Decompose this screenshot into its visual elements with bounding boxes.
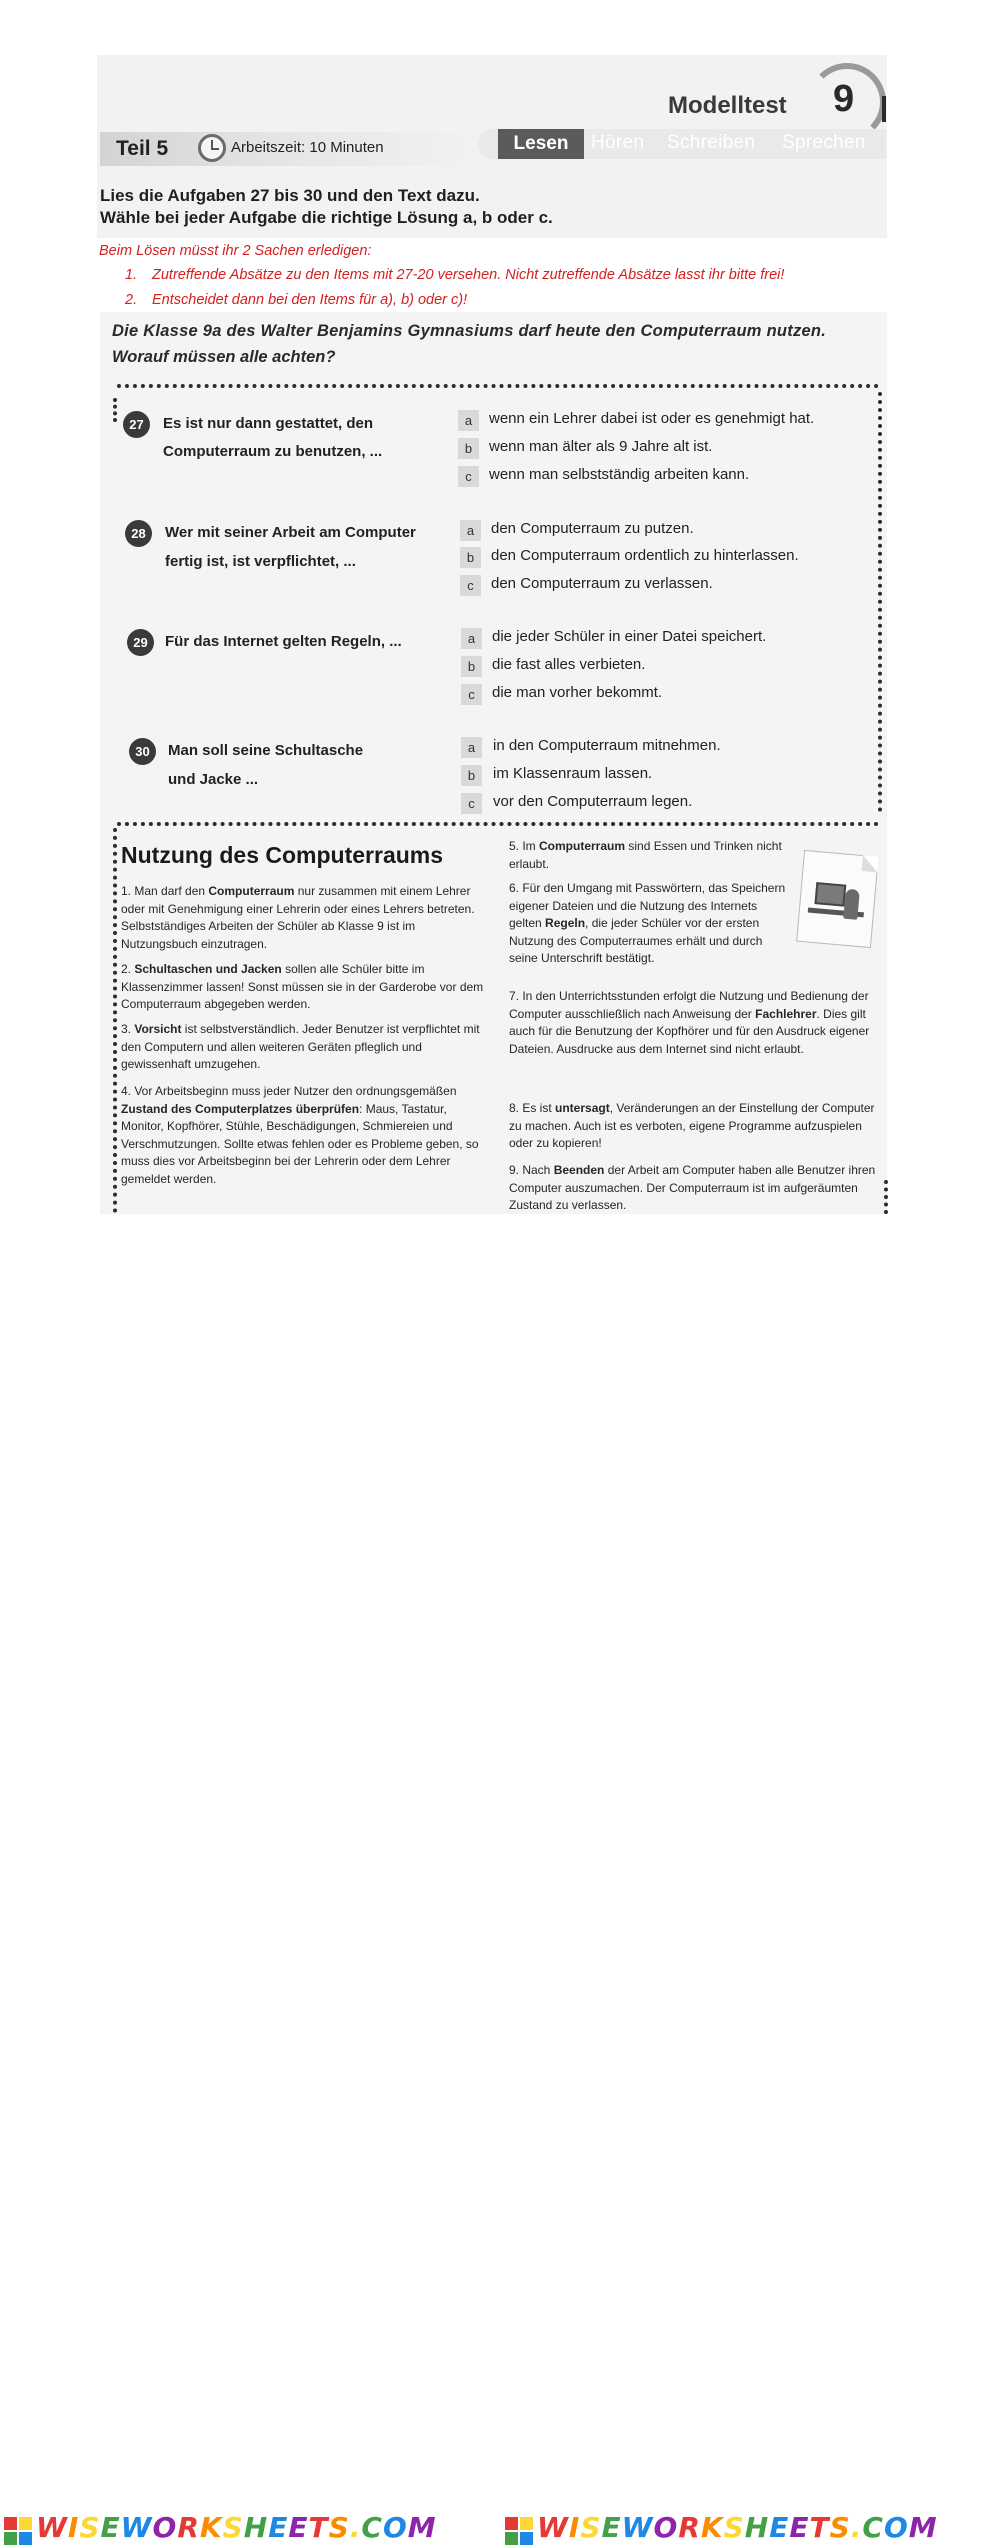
- watermark-logo-icon: [505, 2517, 533, 2545]
- watermark-text: WISEWORKSHEETS.COM: [36, 2511, 437, 2544]
- notes-heading: Beim Lösen müsst ihr 2 Sachen erledigen:: [99, 243, 372, 259]
- footer-watermark: [0, 1255, 1000, 2544]
- note-text: Entscheidet dann bei den Items für a), b) oder c)!: [152, 292, 468, 308]
- dotted-border-left-top: [113, 398, 117, 422]
- text-title: Nutzung des Computerraums: [121, 842, 444, 868]
- rule-paragraph-9: 9. Nach Beenden der Arbeit am Computer haben alle Benutzer ihren Computer auszumachen. Der Computerraum ist im aufgeräumten Zustand zu verlassen.: [509, 1163, 876, 1212]
- note-number: 2.: [125, 292, 138, 308]
- rule-paragraph-8: 8. Es ist untersagt, Veränderungen an der Einstellung der Computer zu machen. Auch ist es verboten, eigene Programme aufzuspielen oder zu kopieren!: [509, 1101, 875, 1150]
- task-stem-line: fertig ist, ist verpflichtet, ...: [165, 553, 356, 570]
- rule-paragraph-5: 5. Im Computerraum sind Essen und Trinken nicht erlaubt.: [509, 839, 782, 871]
- task-number-badge: 30: [129, 738, 156, 765]
- option-letter-a[interactable]: a: [460, 520, 481, 541]
- modelltest-number: 9: [833, 78, 855, 120]
- option-text-b: wenn man älter als 9 Jahre alt ist.: [489, 438, 713, 455]
- instruction-line-1: Lies die Aufgaben 27 bis 30 und den Text dazu.: [100, 186, 480, 205]
- rule-paragraph-6: 6. Für den Umgang mit Passwörtern, das Speichern eigener Dateien und die Nutzung des Internets gelten Regeln, die jeder Schüler vor der ersten Nutzung des Computerraumes erhält und durch seine Unterschrift bestätigt.: [509, 881, 786, 965]
- task-stem-line: Wer mit seiner Arbeit am Computer: [165, 524, 416, 541]
- watermark-logo-icon: [4, 2517, 32, 2545]
- rule-paragraph-4: 4. Vor Arbeitsbeginn muss jeder Nutzer den ordnungsgemäßen Zustand des Computerplatzes überprüfen: Maus, Tastatur, Monitor, Kopfhörer, Stühle, Beschädigungen, Schmiereien und Verschmutzungen. Sollte etwas fehlen oder es Probleme geben, so muss dies vor Arbeitsbeginn bei der Lehrerin oder dem Lehrer gemeldet werden.: [121, 1084, 479, 1186]
- task-stem-line: Es ist nur dann gestattet, den: [163, 415, 374, 432]
- modelltest-bar: [882, 96, 886, 122]
- option-letter-a[interactable]: a: [461, 737, 482, 758]
- task-number-badge: 29: [127, 629, 154, 656]
- option-letter-b[interactable]: b: [461, 765, 482, 786]
- rule-paragraph-3: 3. Vorsicht ist selbstverständlich. Jeder Benutzer ist verpflichtet mit den Computern und allen weiteren Geräten pfleglich und gewissenhaft umzugehen.: [121, 1022, 480, 1071]
- option-text-a: die jeder Schüler in einer Datei speichert.: [492, 628, 767, 645]
- task-number-badge: 28: [125, 520, 152, 547]
- option-text-b: den Computerraum ordentlich zu hinterlassen.: [491, 547, 799, 564]
- option-text-a: wenn ein Lehrer dabei ist oder es genehmigt hat.: [489, 410, 815, 427]
- dotted-border-left-bottom: [113, 828, 117, 1213]
- task-stem-line: und Jacke ...: [168, 771, 259, 788]
- skill-schreiben: Schreiben: [667, 132, 756, 153]
- option-letter-c[interactable]: c: [460, 575, 481, 596]
- option-text-a: in den Computerraum mitnehmen.: [493, 737, 721, 754]
- watermark-text: WISEWORKSHEETS.COM: [537, 2511, 938, 2544]
- option-letter-b[interactable]: b: [461, 656, 482, 677]
- rule-paragraph-2: 2. Schultaschen und Jacken sollen alle Schüler bitte im Klassenzimmer lassen! Sonst müssen sie in der Garderobe vor dem Computerraum abgegeben werden.: [121, 962, 484, 1011]
- option-letter-b[interactable]: b: [458, 438, 479, 459]
- option-letter-a[interactable]: a: [461, 628, 482, 649]
- skill-sprechen: Sprechen: [782, 132, 866, 153]
- dotted-border-right-bottom: [884, 1180, 888, 1214]
- skill-lesen-active: Lesen: [498, 129, 584, 159]
- option-letter-c[interactable]: c: [461, 684, 482, 705]
- option-letter-c[interactable]: c: [461, 793, 482, 814]
- option-letter-b[interactable]: b: [460, 547, 481, 568]
- option-letter-c[interactable]: c: [458, 466, 479, 487]
- option-text-a: den Computerraum zu putzen.: [491, 520, 694, 537]
- option-text-c: den Computerraum zu verlassen.: [491, 575, 713, 592]
- computer-illustration: [796, 850, 879, 948]
- task-stem-line: Für das Internet gelten Regeln, ...: [165, 633, 402, 650]
- scenario-line-2: Worauf müssen alle achten?: [112, 348, 336, 366]
- monitor-icon: [814, 882, 846, 907]
- dotted-border-top: [117, 384, 879, 388]
- note-text: Zutreffende Absätze zu den Items mit 27-20 versehen. Nicht zutreffende Absätze lasst ihr bitte frei!: [152, 267, 785, 283]
- arbeitszeit-label: Arbeitszeit: 10 Minuten: [231, 139, 384, 156]
- teil-label: Teil 5: [116, 137, 169, 160]
- page-fold: [862, 855, 879, 872]
- option-text-c: die man vorher bekommt.: [492, 684, 663, 701]
- note-item-1: [125, 267, 784, 283]
- person-icon: [843, 889, 860, 920]
- task-stem-line: Computerraum zu benutzen, ...: [163, 443, 383, 460]
- task-stem-line: Man soll seine Schultasche: [168, 742, 364, 759]
- note-item-2: [125, 292, 467, 308]
- instruction-line-2: Wähle bei jeder Aufgabe die richtige Lösung a, b oder c.: [100, 208, 553, 227]
- skill-hoeren: Hören: [591, 132, 645, 153]
- dotted-border-right: [878, 392, 882, 812]
- task-number-badge: 27: [123, 411, 150, 438]
- modelltest-label: Modelltest: [668, 92, 787, 119]
- note-number: 1.: [125, 267, 138, 283]
- rule-paragraph-7: 7. In den Unterrichtsstunden erfolgt die Nutzung und Bedienung der Computer ausschließlich nach Anweisung der Fachlehrer. Dies gilt auch für die Benutzung der Kopfhörer und für den Ausdruck eigener Dateien. Ausdrucke aus dem Internet sind nicht erlaubt.: [509, 989, 870, 1056]
- option-text-c: wenn man selbstständig arbeiten kann.: [489, 466, 750, 483]
- option-text-b: die fast alles verbieten.: [492, 656, 646, 673]
- option-text-c: vor den Computerraum legen.: [493, 793, 693, 810]
- option-text-b: im Klassenraum lassen.: [493, 765, 653, 782]
- clock-icon: [198, 134, 226, 162]
- scenario-line-1: Die Klasse 9a des Walter Benjamins Gymnasiums darf heute den Computerraum nutzen.: [112, 322, 827, 340]
- rule-paragraph-1: 1. Man darf den Computerraum nur zusammen mit einem Lehrer oder mit Genehmigung einer Lehrerin oder eines Lehrers betreten. Selbstständiges Arbeiten der Schüler ab Klasse 9 ist im Nutzungsbuch einzutragen.: [121, 884, 475, 951]
- option-letter-a[interactable]: a: [458, 410, 479, 431]
- dotted-border-middle: [117, 822, 879, 826]
